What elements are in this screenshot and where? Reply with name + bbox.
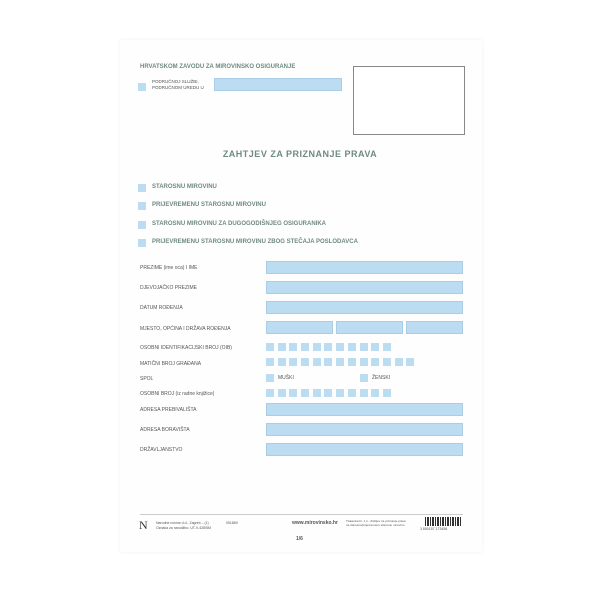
dob-input[interactable] (266, 301, 463, 314)
option-label: STAROSNU MIROVINU ZA DUGOGODIŠNJEG OSIGURANIKA (152, 221, 327, 227)
website-link[interactable]: www.mirovinsko.hr (292, 520, 338, 526)
citizenship-input[interactable] (266, 443, 463, 456)
surname-label: PREZIME (ime oca) I IME (140, 265, 198, 271)
option-checkbox[interactable] (138, 239, 146, 247)
dob-label: DATUM ROĐENJA (140, 305, 183, 311)
oib-label: OSOBNI IDENTIFIKACIJSKI BROJ (OIB) (140, 345, 232, 351)
order-text: Oznaka za narudžbu: UT-V-428/5M (156, 526, 211, 530)
office-checkbox[interactable] (138, 83, 146, 91)
office-input[interactable] (214, 78, 342, 91)
recipient-heading: HRVATSKOM ZAVODU ZA MIROVINSKO OSIGURANJE (140, 64, 296, 70)
option-checkbox[interactable] (138, 184, 146, 192)
barcode-number: 3 850157 173456 (420, 527, 448, 531)
maiden-input[interactable] (266, 281, 463, 294)
personal-no-label: OSOBNI BROJ (iz radne knjižice) (140, 391, 215, 397)
pob-municipality-input[interactable] (336, 321, 403, 334)
nn-logo: N (139, 518, 148, 532)
option-checkbox[interactable] (138, 221, 146, 229)
residence-label: ADRESA BORAVIŠTA (140, 427, 190, 433)
personal-no-input[interactable] (266, 389, 391, 397)
page-number: 1/6 (296, 536, 303, 542)
citizenship-label: DRŽAVLJANSTVO (140, 447, 183, 453)
maiden-label: DJEVOJAČKO PREZIME (140, 285, 197, 291)
option-label: PRIJEVREMENU STAROSNU MIROVINU ZBOG STEČAJA POSLODAVCA (152, 239, 358, 245)
male-checkbox[interactable] (266, 374, 274, 382)
oib-input[interactable] (266, 343, 391, 351)
option-label: STAROSNU MIROVINU (152, 184, 217, 190)
mbg-input[interactable] (266, 358, 414, 366)
office-label-2: PODRUČNOM UREDU U (152, 85, 204, 90)
publisher-text: Narodne novine d.d., Zagreb – (1) (156, 521, 209, 525)
form-number-1: Tiskanica br. 1.1 - Zahtjev za priznanje prava (346, 519, 406, 523)
female-checkbox[interactable] (360, 374, 368, 382)
barcode (425, 517, 461, 526)
pob-label: MJESTO, OPĆINA I DRŽAVA ROĐENJA (140, 326, 231, 332)
pob-country-input[interactable] (406, 321, 463, 334)
address-label: ADRESA PREBIVALIŠTA (140, 407, 197, 413)
surname-input[interactable] (266, 261, 463, 274)
pob-place-input[interactable] (266, 321, 333, 334)
sex-label: SPOL (140, 376, 154, 382)
address-input[interactable] (266, 403, 463, 416)
mbg-label: MATIČNI BROJ GRAĐANA (140, 361, 202, 367)
publisher-code: 051869 (226, 521, 238, 525)
male-label: MUŠKI (278, 375, 294, 381)
form-title: ZAHTJEV ZA PRIZNANJE PRAVA (222, 149, 378, 159)
residence-input[interactable] (266, 423, 463, 436)
form-number-2: na starosnu/prijevremenu starosnu mirovinu (346, 523, 405, 527)
female-label: ŽENSKI (372, 375, 391, 381)
option-checkbox[interactable] (138, 202, 146, 210)
option-label: PRIJEVREMENU STAROSNU MIROVINU (152, 202, 266, 208)
photo-box (353, 66, 465, 135)
footer-divider (140, 514, 463, 515)
office-label-1: PODRUČNOJ SLUŽBI, (152, 79, 199, 84)
